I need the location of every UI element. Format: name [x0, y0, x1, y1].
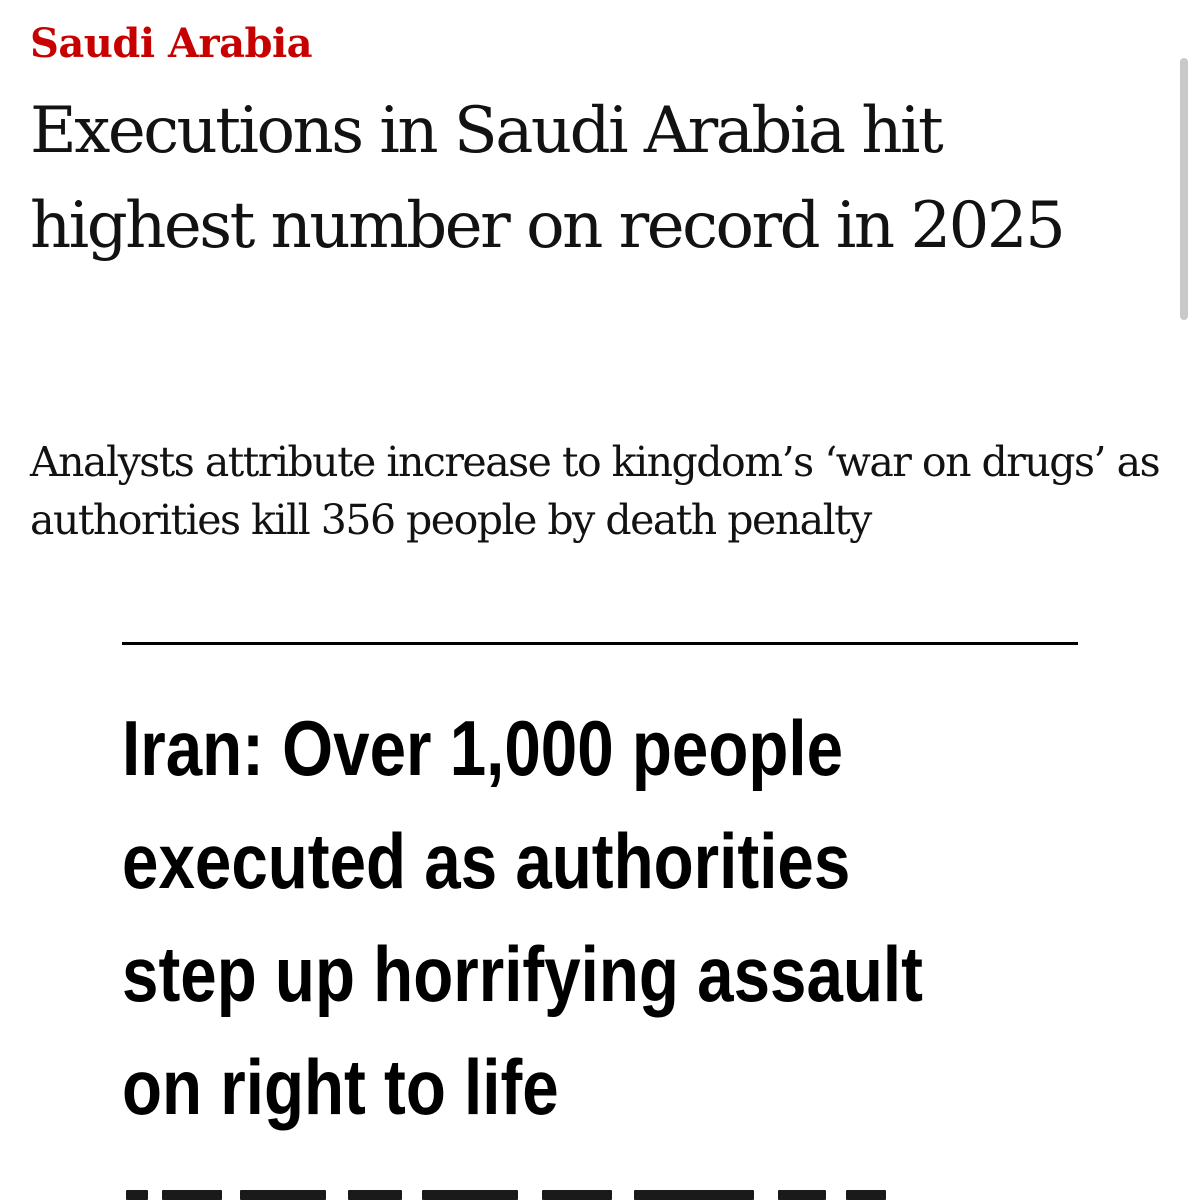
cropped-glyph: [422, 1190, 518, 1200]
cropped-text-line: [122, 1184, 902, 1200]
cropped-glyph: [846, 1190, 886, 1200]
section-kicker[interactable]: Saudi Arabia: [30, 20, 313, 67]
statement-headline: Iran: Over 1,000 people executed as authorities step up horrifying assault on right to life: [122, 704, 923, 1131]
scrollbar-thumb[interactable]: [1180, 58, 1188, 320]
cropped-glyph: [348, 1190, 402, 1200]
cropped-glyph: [778, 1190, 826, 1200]
cropped-glyph: [240, 1190, 326, 1200]
cropped-glyph: [634, 1190, 754, 1200]
scrollbar[interactable]: [1180, 58, 1190, 320]
cropped-glyph: [162, 1190, 222, 1200]
cropped-glyph: [126, 1190, 148, 1200]
article-headline: Executions in Saudi Arabia hit highest number on record in 2025: [30, 94, 1064, 263]
article-standfirst: Analysts attribute increase to kingdom’s ‘war on drugs’ as authorities kill 356 people by death penalty: [30, 438, 1160, 544]
statement-article-header: [0, 612, 1200, 1200]
cropped-glyph: [542, 1190, 612, 1200]
divider-line: [122, 642, 1078, 645]
